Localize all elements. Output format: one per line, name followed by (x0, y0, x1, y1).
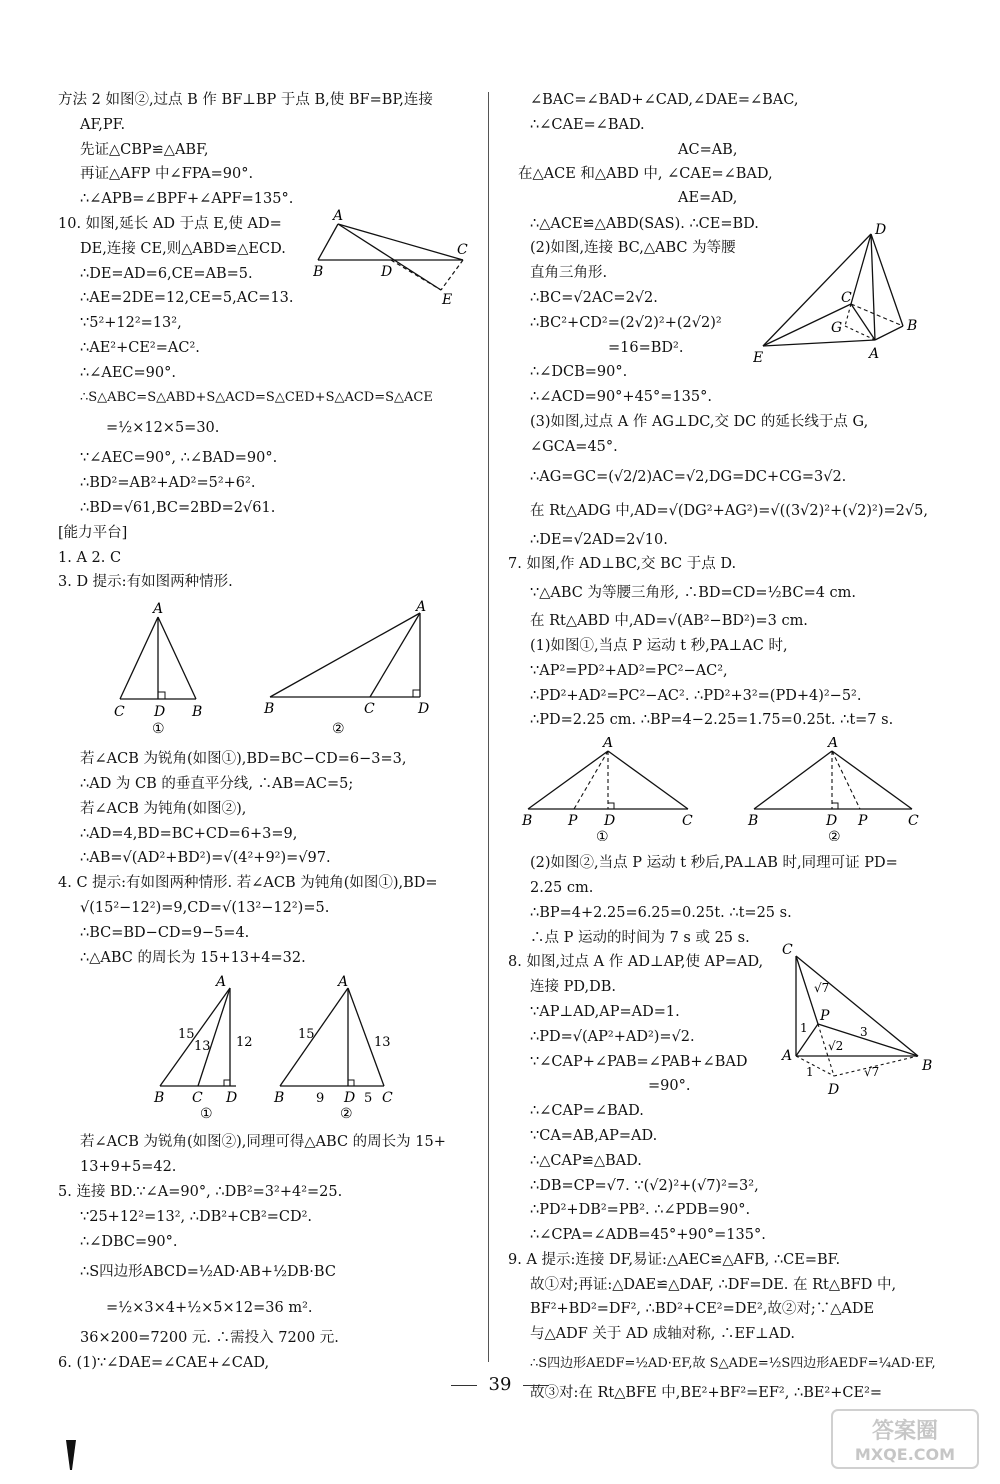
text-line: AE=AD, (678, 189, 738, 206)
text-line: ∴S△ABC=S△ABD+S△ACD=S△CED+S△ACD=S△ACE (80, 389, 433, 405)
fig-label: D (604, 813, 616, 830)
q3-figures (58, 599, 473, 737)
text-line: 5. 连接 BD.∵∠A=90°, ∴DB²=3²+4²=25. (58, 1183, 343, 1200)
fig-label: P (858, 813, 868, 830)
text-line: ∴AD 为 CB 的垂直平分线, ∴AB=AC=5; (80, 775, 354, 792)
fig-label: D (226, 1090, 238, 1107)
text-line: ∵∠AEC=90°, ∴∠BAD=90°. (80, 450, 278, 467)
fig-label: D (828, 1082, 840, 1099)
text-line: 在 Rt△ABD 中,AD=√(AB²−BD²)=3 cm. (530, 613, 808, 630)
column-divider (488, 92, 489, 1362)
text-line: ∴∠AEC=90°. (80, 364, 176, 381)
fig-label: B (748, 813, 759, 830)
fig-label: C (908, 813, 919, 830)
text-line: ∴BD=√61,BC=2BD=2√61. (80, 499, 276, 516)
fig-label: E (442, 291, 453, 306)
text-line: =½×12×5=30. (106, 420, 220, 437)
q4-figures (58, 974, 473, 1120)
fig-label: √7 (814, 981, 830, 996)
text-line: DE,连接 CE,则△ABD≌△ECD. (80, 240, 286, 257)
fig-label: G (831, 320, 843, 337)
q10-figure (313, 206, 473, 306)
text-line: 若∠ACB 为锐角(如图②),同理可得△ABC 的周长为 15+ (80, 1134, 446, 1151)
fig-label: ② (828, 829, 841, 842)
brace-system (508, 138, 933, 212)
q6-figure (753, 222, 933, 370)
text-line: ∵5²+12²=13², (80, 315, 182, 332)
text-line: ∴PD²+AD²=PC²−AC². ∴PD²+3²=(PD+4)²−5². (530, 687, 862, 704)
fig-label: 1 (806, 1065, 814, 1080)
fig-label: D (875, 222, 887, 239)
text-line: ∴S四边形AEDF=½AD·EF,故 S△ADE=½S四边形AEDF=¼AD·EF, (530, 1356, 936, 1372)
text-line: ∴BD²=AB²+AD²=5²+6². (80, 475, 256, 492)
text-line: ∴△CAP≌△BAD. (530, 1152, 642, 1169)
text-line: ∴DB=CP=√7. ∵(√2)²+(√7)²=3², (530, 1177, 759, 1194)
text-line: 在 Rt△ADG 中,AD=√(DG²+AG²)=√((3√2)²+(√2)²)=2√5, (530, 502, 928, 519)
text-line: ∴S四边形ABCD=½AD·AB+½DB·BC (80, 1264, 336, 1281)
fig-label: A (216, 974, 227, 991)
fig-label: A (338, 974, 349, 991)
text-line: ∵△ABC 为等腰三角形, ∴BD=CD=½BC=4 cm. (530, 585, 857, 602)
text-line: ∴∠DCB=90°. (530, 364, 628, 381)
fig-label: C (841, 290, 852, 307)
text-line: ∵25+12²=13², ∴DB²+CB²=CD². (80, 1208, 313, 1225)
fig-label: D (154, 704, 166, 721)
fig-label: √7 (864, 1065, 880, 1080)
svg-text:答案圈: 答案圈 (871, 1419, 939, 1444)
text-line: ∴DE=√2AD=2√10. (530, 531, 668, 548)
fig-label: ② (332, 721, 345, 738)
fig-label: C (192, 1090, 203, 1107)
text-line: ∴BC²+CD²=(2√2)²+(2√2)² (530, 314, 722, 331)
text-line: 36×200=7200 元. ∴需投入 7200 元. (80, 1330, 339, 1347)
fig-label: D (344, 1090, 356, 1107)
text-line: 7. 如图,作 AD⊥BC,交 BC 于点 D. (508, 556, 737, 573)
fig-label: A (869, 346, 880, 363)
text-line: 2.25 cm. (530, 879, 594, 896)
watermark-logo (830, 1408, 980, 1470)
text-line: 13+9+5=42. (80, 1159, 177, 1176)
fig-label: 9 (316, 1091, 325, 1107)
text-line: (2)如图,连接 BC,△ABC 为等腰 (530, 240, 736, 257)
fig-label: D (381, 263, 393, 280)
text-line: =90°. (648, 1078, 691, 1095)
svg-text:MXQE.COM: MXQE.COM (854, 1445, 956, 1464)
text-line: ∴AE=2DE=12,CE=5,AC=13. (80, 290, 294, 307)
fig-label: ① (152, 721, 165, 738)
fig-label: B (264, 701, 275, 718)
text-line: ∴PD=√(AP²+AD²)=√2. (530, 1028, 695, 1045)
footer-dash (523, 1385, 549, 1386)
fig-label: √2 (828, 1039, 844, 1054)
text-line: √(15²−12²)=9,CD=√(13²−12²)=5. (80, 899, 330, 916)
text-line: ∴AB=√(AD²+BD²)=√(4²+9²)=√97. (80, 850, 331, 867)
text-line: ∴PD=2.25 cm. ∴BP=4−2.25=1.75=0.25t. ∴t=7 s. (530, 712, 894, 729)
q8-block (508, 942, 933, 1099)
text-line: ∴AE²+CE²=AC². (80, 339, 200, 356)
text-line: 故①对;再证:△DAE≌△DAF, ∴DF=DE. 在 Rt△BFD 中, (530, 1276, 897, 1293)
fig-label: P (820, 1008, 830, 1025)
text-line: ∴BC=BD−CD=9−5=4. (80, 924, 250, 941)
text-line: 1. A 2. C (58, 549, 122, 566)
text-line: ∴∠APB=∠BPF+∠APF=135°. (80, 191, 294, 208)
text-line: (1)如图①,当点 P 运动 t 秒,PA⊥AC 时, (530, 637, 788, 654)
text-line: ∵AP²=PD²+AD²=PC²−AC², (530, 662, 728, 679)
text-line: 若∠ACB 为钝角(如图②), (80, 800, 247, 817)
section-heading: [能力平台] (58, 524, 128, 541)
text-line: ∵AP⊥AD,AP=AD=1. (530, 1003, 680, 1020)
q7-figures (508, 737, 933, 841)
fig-label: 13 (194, 1039, 211, 1055)
text-line: 故③对:在 Rt△BFE 中,BE²+BF²=EF², ∴BE²+CE²= (530, 1385, 883, 1402)
text-line: ∠BAC=∠BAD+∠CAD,∠DAE=∠BAC, (530, 92, 799, 108)
text-line: 先证△CBP≌△ABF, (80, 141, 209, 158)
fig-label: C (782, 942, 793, 959)
text-line: 方法 2 如图②,过点 B 作 BF⊥BP 于点 B,使 BF=BP,连接 (58, 92, 433, 108)
text-line: 直角三角形. (530, 265, 608, 282)
left-column (58, 88, 473, 1376)
text-line: (3)如图,过点 A 作 AG⊥DC,交 DC 的延长线于点 G, (530, 413, 869, 430)
fig-label: B (274, 1090, 285, 1107)
text-line: ∴△ABC 的周长为 15+13+4=32. (80, 949, 306, 966)
fig-label: 15 (178, 1027, 195, 1043)
text-line: 与△ADF 关于 AD 成轴对称, ∴EF⊥AD. (530, 1326, 795, 1343)
fig-label: B (313, 263, 324, 280)
fig-label: 5 (364, 1091, 373, 1107)
fig-label: A (153, 601, 164, 618)
text-line: 3. D 提示:有如图两种情形. (58, 574, 233, 591)
text-line: ∴∠CPA=∠ADB=45°+90°=135°. (530, 1227, 766, 1244)
text-line: ∠GCA=45°. (530, 438, 618, 455)
right-column (508, 88, 936, 1406)
text-line: AF,PF. (80, 116, 126, 133)
text-line: ∴∠CAE=∠BAD. (530, 116, 645, 133)
text-line: ∴∠CAP=∠BAD. (530, 1103, 644, 1120)
text-line: BF²+BD²=DF², ∴BD²+CE²=DE²,故②对;∵△ADE (530, 1301, 875, 1318)
fig-label: B (522, 813, 533, 830)
fig-label: C (457, 241, 468, 258)
page-number (0, 1374, 1000, 1395)
text-line: ∴PD²+DB²=PB². ∴∠PDB=90°. (530, 1202, 751, 1219)
q8-figure (776, 942, 936, 1102)
fig-label: 15 (298, 1027, 315, 1043)
text-line: ∴DE=AD=6,CE=AB=5. (80, 265, 253, 282)
text-line: =½×3×4+½×5×12=36 m². (106, 1300, 313, 1317)
fig-label: C (364, 701, 375, 718)
fig-label: 1 (800, 1021, 808, 1036)
text-line: 9. A 提示:连接 DF,易证:△AEC≌△AFB, ∴CE=BF. (508, 1251, 841, 1268)
fig-label: B (907, 318, 918, 335)
fig-label: C (114, 704, 125, 721)
corner-mark (66, 1440, 76, 1470)
fig-label: A (782, 1048, 793, 1065)
footer-dash (451, 1385, 477, 1386)
text-line: ∴∠ACD=90°+45°=135°. (530, 389, 712, 406)
fig-label: A (333, 207, 344, 224)
text-line: ∴点 P 运动的时间为 7 s 或 25 s. (530, 929, 750, 946)
text-line: ∴BP=4+2.25=6.25=0.25t. ∴t=25 s. (530, 904, 792, 921)
fig-label: D (826, 813, 838, 830)
text-line: 连接 PD,DB. (530, 979, 616, 996)
fig-label: ② (340, 1106, 353, 1121)
fig-label: E (753, 350, 764, 367)
fig-label: P (568, 813, 578, 830)
fig-label: 13 (374, 1035, 391, 1051)
text-line: AC=AB, (678, 141, 738, 158)
text-line: ∴AG=GC=(√2/2)AC=√2,DG=DC+CG=3√2. (530, 468, 847, 485)
fig-label: ① (200, 1106, 213, 1121)
fig-label: C (682, 813, 693, 830)
text-line: =16=BD². (608, 339, 684, 356)
fig-label: ① (596, 829, 609, 842)
fig-label: 3 (860, 1025, 868, 1040)
text-line: ∵CA=AB,AP=AD. (530, 1127, 658, 1144)
fig-label: B (192, 704, 203, 721)
fig-label: A (828, 737, 839, 752)
text-line: ∵∠CAP+∠PAB=∠PAB+∠BAD (530, 1053, 748, 1070)
fig-label: D (418, 701, 430, 718)
text-line: ∴△ACE≌△ABD(SAS). ∴CE=BD. (530, 215, 759, 232)
text-line: 再证△AFP 中∠FPA=90°. (80, 166, 254, 183)
text-line: (2)如图②,当点 P 运动 t 秒后,PA⊥AB 时,同理可证 PD= (530, 855, 898, 872)
text-line: ∴AD=4,BD=BC+CD=6+3=9, (80, 825, 298, 842)
text-line: 若∠ACB 为锐角(如图①),BD=BC−CD=6−3=3, (80, 751, 407, 768)
page-number-text: 39 (488, 1374, 512, 1395)
text-line: 4. C 提示:有如图两种情形. 若∠ACB 为钝角(如图①),BD= (58, 875, 438, 892)
text-line: 6. (1)∵∠DAE=∠CAE+∠CAD, (58, 1355, 270, 1372)
text-line: ∴BC=√2AC=2√2. (530, 289, 658, 306)
text-line: 10. 如图,延长 AD 于点 E,使 AD= (58, 215, 282, 232)
text-line: 8. 如图,过点 A 作 AD⊥AP,使 AP=AD, (508, 954, 764, 971)
text-line: ∴∠DBC=90°. (80, 1233, 178, 1250)
fig-label: B (922, 1058, 933, 1075)
fig-label: A (416, 599, 427, 616)
fig-label: B (154, 1090, 165, 1107)
q10-block (58, 207, 473, 311)
fig-label: C (382, 1090, 393, 1107)
fig-label: 12 (236, 1035, 253, 1051)
fig-label: A (603, 737, 614, 752)
text-line: 在△ACE 和△ABD 中, ∠CAE=∠BAD, (518, 165, 773, 182)
